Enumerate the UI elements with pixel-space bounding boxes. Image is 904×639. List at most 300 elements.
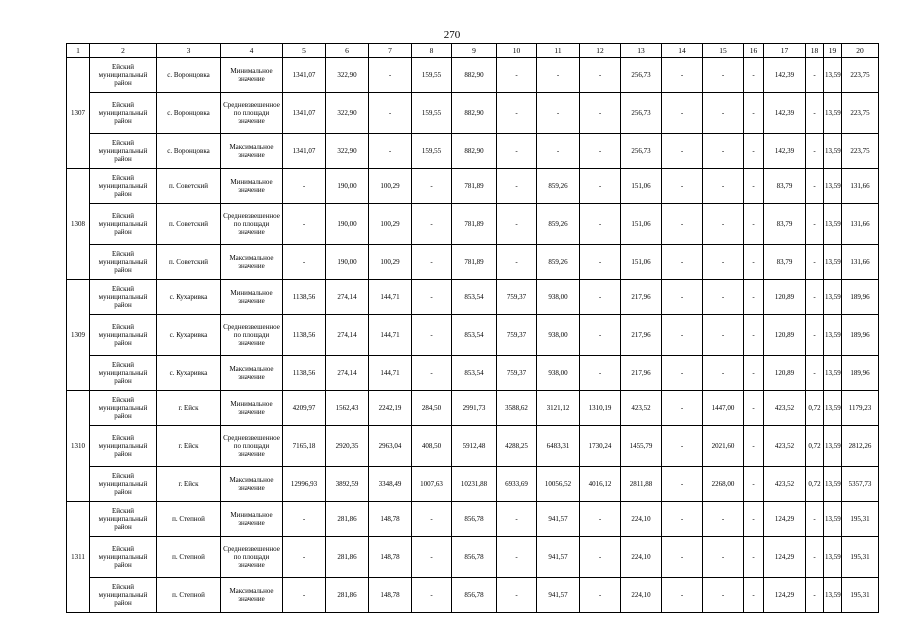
district-cell: Ейский муниципальный район <box>90 356 157 391</box>
column-number-cell: 10 <box>497 44 537 58</box>
value-cell: 408,50 <box>412 426 452 467</box>
value-cell: 100,29 <box>369 169 412 204</box>
value-cell: - <box>744 578 764 613</box>
table-row <box>67 169 879 204</box>
value-cell: - <box>662 578 703 613</box>
value-cell: 781,89 <box>452 245 497 280</box>
value-cell: 941,57 <box>537 578 580 613</box>
table-row <box>67 356 879 391</box>
value-cell: 217,96 <box>621 280 662 315</box>
value-cell: 281,86 <box>326 502 369 537</box>
value-cell: 100,29 <box>369 245 412 280</box>
value-cell: 423,52 <box>764 426 806 467</box>
column-number-cell: 11 <box>537 44 580 58</box>
value-cell: 131,66 <box>842 169 879 204</box>
value-cell: 3348,49 <box>369 467 412 502</box>
value-cell: - <box>744 356 764 391</box>
value-cell: 124,29 <box>764 502 806 537</box>
value-cell: 274,14 <box>326 356 369 391</box>
value-cell: 322,90 <box>326 134 369 169</box>
value-cell: - <box>580 169 621 204</box>
value-cell: 853,54 <box>452 356 497 391</box>
value-cell: 322,90 <box>326 93 369 134</box>
value-cell: 1455,79 <box>621 426 662 467</box>
value-cell: - <box>662 169 703 204</box>
value-cell: - <box>662 93 703 134</box>
row-id-cell: 1311 <box>67 502 90 613</box>
value-cell: - <box>580 315 621 356</box>
value-cell: - <box>283 169 326 204</box>
district-cell: Ейский муниципальный район <box>90 280 157 315</box>
value-cell: 859,26 <box>537 245 580 280</box>
value-cell: 12996,93 <box>283 467 326 502</box>
settlement-cell: п. Степной <box>157 537 221 578</box>
settlement-cell: с. Воронцовка <box>157 93 221 134</box>
value-cell: - <box>580 58 621 93</box>
value-cell: - <box>662 280 703 315</box>
value-cell: - <box>662 391 703 426</box>
column-number-cell: 8 <box>412 44 452 58</box>
value-cell: - <box>412 537 452 578</box>
value-cell: - <box>580 245 621 280</box>
value-cell: - <box>497 134 537 169</box>
value-cell: 859,26 <box>537 169 580 204</box>
value-cell: 274,14 <box>326 280 369 315</box>
settlement-cell: с. Кухаривка <box>157 280 221 315</box>
district-cell: Ейский муниципальный район <box>90 315 157 356</box>
value-cell: 100,29 <box>369 204 412 245</box>
value-cell: 938,00 <box>537 280 580 315</box>
settlement-cell: с. Воронцовка <box>157 134 221 169</box>
value-cell: 144,71 <box>369 356 412 391</box>
value-cell: - <box>703 134 744 169</box>
value-cell: - <box>744 537 764 578</box>
district-cell: Ейский муниципальный район <box>90 467 157 502</box>
value-type-cell: Максимальное значение <box>221 356 283 391</box>
table-row <box>67 93 879 134</box>
value-cell: - <box>806 134 824 169</box>
column-number-cell: 14 <box>662 44 703 58</box>
value-cell: 124,29 <box>764 578 806 613</box>
value-cell: 13,59 <box>824 58 842 93</box>
value-cell: - <box>703 204 744 245</box>
value-cell: - <box>744 315 764 356</box>
table-row <box>67 245 879 280</box>
value-type-cell: Средневзвешенное по площади значение <box>221 315 283 356</box>
value-cell: 2991,73 <box>452 391 497 426</box>
table-row <box>67 426 879 467</box>
district-cell: Ейский муниципальный район <box>90 578 157 613</box>
value-cell: - <box>580 502 621 537</box>
column-number-cell: 5 <box>283 44 326 58</box>
district-cell: Ейский муниципальный район <box>90 426 157 467</box>
value-cell: - <box>412 315 452 356</box>
value-cell: 223,75 <box>842 134 879 169</box>
value-cell: - <box>497 502 537 537</box>
table-row <box>67 537 879 578</box>
value-cell: 7165,18 <box>283 426 326 467</box>
value-cell: - <box>497 537 537 578</box>
value-cell: 131,66 <box>842 245 879 280</box>
value-cell: - <box>703 280 744 315</box>
table-row <box>67 134 879 169</box>
value-cell: - <box>744 467 764 502</box>
district-cell: Ейский муниципальный район <box>90 204 157 245</box>
value-cell: 223,75 <box>842 93 879 134</box>
value-cell: - <box>806 58 824 93</box>
value-cell: 256,73 <box>621 134 662 169</box>
value-cell: 224,10 <box>621 578 662 613</box>
value-cell: - <box>412 169 452 204</box>
value-cell: 2812,26 <box>842 426 879 467</box>
value-cell: 853,54 <box>452 315 497 356</box>
column-number-cell: 2 <box>90 44 157 58</box>
value-cell: 281,86 <box>326 578 369 613</box>
value-cell: 941,57 <box>537 502 580 537</box>
value-type-cell: Максимальное значение <box>221 467 283 502</box>
value-cell: - <box>744 93 764 134</box>
row-id-cell: 1310 <box>67 391 90 502</box>
column-number-cell: 4 <box>221 44 283 58</box>
value-cell: 13,59 <box>824 134 842 169</box>
value-cell: 151,06 <box>621 245 662 280</box>
value-cell: 5912,48 <box>452 426 497 467</box>
value-cell: 759,37 <box>497 315 537 356</box>
value-cell: 195,31 <box>842 537 879 578</box>
value-cell: - <box>412 502 452 537</box>
value-cell: 13,59 <box>824 245 842 280</box>
table-row <box>67 467 879 502</box>
value-cell: - <box>806 204 824 245</box>
settlement-cell: п. Советский <box>157 245 221 280</box>
value-cell: - <box>497 578 537 613</box>
value-cell: 3588,62 <box>497 391 537 426</box>
value-cell: 1310,19 <box>580 391 621 426</box>
cadastral-value-table <box>66 43 879 613</box>
value-cell: - <box>806 245 824 280</box>
value-cell: - <box>703 537 744 578</box>
value-cell: 1179,23 <box>842 391 879 426</box>
value-cell: 190,00 <box>326 204 369 245</box>
value-cell: - <box>662 315 703 356</box>
district-cell: Ейский муниципальный район <box>90 537 157 578</box>
value-cell: - <box>744 169 764 204</box>
value-cell: 1341,07 <box>283 93 326 134</box>
value-cell: - <box>537 134 580 169</box>
settlement-cell: г. Ейск <box>157 391 221 426</box>
value-cell: 2920,35 <box>326 426 369 467</box>
value-cell: 1447,00 <box>703 391 744 426</box>
value-cell: 938,00 <box>537 315 580 356</box>
value-cell: - <box>412 356 452 391</box>
value-cell: 148,78 <box>369 502 412 537</box>
column-number-cell: 19 <box>824 44 842 58</box>
row-id-cell: 1309 <box>67 280 90 391</box>
value-cell: 0,72 <box>806 391 824 426</box>
value-cell: - <box>703 245 744 280</box>
value-cell: - <box>580 578 621 613</box>
column-number-cell: 6 <box>326 44 369 58</box>
value-cell: - <box>537 58 580 93</box>
value-cell: 256,73 <box>621 93 662 134</box>
table-row <box>67 204 879 245</box>
value-cell: - <box>806 280 824 315</box>
value-cell: - <box>662 356 703 391</box>
value-cell: 1138,56 <box>283 356 326 391</box>
value-cell: - <box>662 537 703 578</box>
table-row <box>67 280 879 315</box>
value-cell: - <box>497 204 537 245</box>
value-cell: 938,00 <box>537 356 580 391</box>
value-cell: 144,71 <box>369 315 412 356</box>
value-cell: 2811,88 <box>621 467 662 502</box>
value-cell: - <box>580 204 621 245</box>
value-cell: - <box>662 245 703 280</box>
value-cell: - <box>662 134 703 169</box>
value-cell: 1562,43 <box>326 391 369 426</box>
value-cell: 13,59 <box>824 537 842 578</box>
value-cell: - <box>369 58 412 93</box>
value-cell: 224,10 <box>621 537 662 578</box>
value-cell: - <box>283 537 326 578</box>
value-cell: 423,52 <box>621 391 662 426</box>
value-cell: - <box>369 134 412 169</box>
value-cell: - <box>744 134 764 169</box>
value-cell: - <box>412 578 452 613</box>
value-cell: - <box>703 169 744 204</box>
settlement-cell: п. Степной <box>157 502 221 537</box>
value-cell: 1007,63 <box>412 467 452 502</box>
district-cell: Ейский муниципальный район <box>90 502 157 537</box>
value-type-cell: Минимальное значение <box>221 280 283 315</box>
settlement-cell: г. Ейск <box>157 426 221 467</box>
table-row <box>67 391 879 426</box>
value-cell: 856,78 <box>452 578 497 613</box>
value-cell: - <box>703 315 744 356</box>
value-cell: 13,59 <box>824 467 842 502</box>
value-cell: 1730,24 <box>580 426 621 467</box>
value-cell: 4016,12 <box>580 467 621 502</box>
value-type-cell: Минимальное значение <box>221 169 283 204</box>
value-cell: - <box>580 93 621 134</box>
value-cell: - <box>412 280 452 315</box>
value-cell: - <box>662 426 703 467</box>
value-cell: 142,39 <box>764 58 806 93</box>
column-number-cell: 20 <box>842 44 879 58</box>
value-cell: 224,10 <box>621 502 662 537</box>
column-number-row <box>67 44 879 58</box>
value-cell: - <box>537 93 580 134</box>
value-cell: - <box>703 58 744 93</box>
settlement-cell: п. Советский <box>157 204 221 245</box>
column-number-cell: 1 <box>67 44 90 58</box>
value-cell: 159,55 <box>412 134 452 169</box>
value-cell: 882,90 <box>452 134 497 169</box>
column-number-cell: 12 <box>580 44 621 58</box>
value-cell: 781,89 <box>452 204 497 245</box>
value-cell: 10231,88 <box>452 467 497 502</box>
value-cell: 195,31 <box>842 502 879 537</box>
value-cell: - <box>806 356 824 391</box>
value-cell: - <box>744 204 764 245</box>
value-cell: 781,89 <box>452 169 497 204</box>
value-cell: - <box>497 169 537 204</box>
value-cell: 941,57 <box>537 537 580 578</box>
table-row <box>67 578 879 613</box>
value-cell: 13,59 <box>824 578 842 613</box>
value-cell: - <box>806 93 824 134</box>
value-cell: 195,31 <box>842 578 879 613</box>
value-cell: 13,59 <box>824 204 842 245</box>
value-cell: 13,59 <box>824 280 842 315</box>
column-number-cell: 13 <box>621 44 662 58</box>
value-cell: - <box>497 93 537 134</box>
row-id-cell: 1307 <box>67 58 90 169</box>
value-cell: 148,78 <box>369 537 412 578</box>
settlement-cell: с. Кухаривка <box>157 315 221 356</box>
table-row <box>67 58 879 93</box>
value-cell: - <box>703 93 744 134</box>
column-number-cell: 7 <box>369 44 412 58</box>
value-cell: 2268,00 <box>703 467 744 502</box>
column-number-cell: 3 <box>157 44 221 58</box>
value-cell: 882,90 <box>452 58 497 93</box>
value-cell: 189,96 <box>842 356 879 391</box>
value-cell: 853,54 <box>452 280 497 315</box>
value-cell: 223,75 <box>842 58 879 93</box>
value-cell: 13,59 <box>824 356 842 391</box>
settlement-cell: п. Советский <box>157 169 221 204</box>
value-cell: - <box>662 58 703 93</box>
value-cell: - <box>662 502 703 537</box>
value-cell: 10056,52 <box>537 467 580 502</box>
value-cell: 0,72 <box>806 467 824 502</box>
value-cell: 4288,25 <box>497 426 537 467</box>
value-type-cell: Минимальное значение <box>221 502 283 537</box>
value-cell: 856,78 <box>452 502 497 537</box>
value-cell: 1341,07 <box>283 58 326 93</box>
value-cell: - <box>662 204 703 245</box>
value-cell: 13,59 <box>824 391 842 426</box>
value-cell: 322,90 <box>326 58 369 93</box>
value-cell: - <box>497 245 537 280</box>
page-number: 270 <box>443 29 461 41</box>
value-cell: - <box>412 204 452 245</box>
value-cell: - <box>580 280 621 315</box>
value-cell: 83,79 <box>764 245 806 280</box>
value-cell: - <box>283 245 326 280</box>
value-cell: - <box>806 537 824 578</box>
value-cell: 13,59 <box>824 169 842 204</box>
table-row <box>67 502 879 537</box>
value-cell: - <box>580 356 621 391</box>
value-cell: 13,59 <box>824 426 842 467</box>
column-number-cell: 16 <box>744 44 764 58</box>
value-type-cell: Средневзвешенное по площади значение <box>221 426 283 467</box>
value-cell: 190,00 <box>326 169 369 204</box>
value-cell: - <box>744 58 764 93</box>
value-cell: - <box>283 502 326 537</box>
value-cell: 159,55 <box>412 93 452 134</box>
value-cell: 83,79 <box>764 169 806 204</box>
value-cell: 281,86 <box>326 537 369 578</box>
value-cell: - <box>497 58 537 93</box>
value-cell: 159,55 <box>412 58 452 93</box>
value-cell: 142,39 <box>764 134 806 169</box>
settlement-cell: с. Кухаривка <box>157 356 221 391</box>
value-cell: 423,52 <box>764 391 806 426</box>
value-cell: 2963,04 <box>369 426 412 467</box>
column-number-cell: 9 <box>452 44 497 58</box>
value-cell: 423,52 <box>764 467 806 502</box>
district-cell: Ейский муниципальный район <box>90 169 157 204</box>
settlement-cell: п. Степной <box>157 578 221 613</box>
value-cell: 5357,73 <box>842 467 879 502</box>
value-cell: 120,89 <box>764 315 806 356</box>
value-cell: 142,39 <box>764 93 806 134</box>
value-cell: 6483,31 <box>537 426 580 467</box>
value-cell: 217,96 <box>621 315 662 356</box>
value-cell: 859,26 <box>537 204 580 245</box>
value-cell: 284,50 <box>412 391 452 426</box>
value-cell: 2021,60 <box>703 426 744 467</box>
value-cell: 2242,19 <box>369 391 412 426</box>
row-id-cell: 1308 <box>67 169 90 280</box>
value-cell: - <box>744 391 764 426</box>
value-cell: - <box>703 578 744 613</box>
district-cell: Ейский муниципальный район <box>90 391 157 426</box>
value-cell: 1341,07 <box>283 134 326 169</box>
value-cell: 189,96 <box>842 315 879 356</box>
value-type-cell: Максимальное значение <box>221 245 283 280</box>
value-cell: 83,79 <box>764 204 806 245</box>
value-cell: 0,72 <box>806 426 824 467</box>
value-cell: - <box>283 204 326 245</box>
value-cell: 856,78 <box>452 537 497 578</box>
value-cell: 13,59 <box>824 315 842 356</box>
value-cell: 151,06 <box>621 169 662 204</box>
value-cell: 256,73 <box>621 58 662 93</box>
value-cell: 151,06 <box>621 204 662 245</box>
value-cell: 882,90 <box>452 93 497 134</box>
value-cell: 6933,69 <box>497 467 537 502</box>
value-cell: 190,00 <box>326 245 369 280</box>
value-cell: - <box>806 578 824 613</box>
value-cell: 3892,59 <box>326 467 369 502</box>
district-cell: Ейский муниципальный район <box>90 245 157 280</box>
value-cell: 13,59 <box>824 93 842 134</box>
value-type-cell: Минимальное значение <box>221 391 283 426</box>
value-type-cell: Максимальное значение <box>221 134 283 169</box>
value-cell: 759,37 <box>497 356 537 391</box>
value-cell: 3121,12 <box>537 391 580 426</box>
value-cell: - <box>806 315 824 356</box>
value-cell: 217,96 <box>621 356 662 391</box>
value-cell: 1138,56 <box>283 315 326 356</box>
district-cell: Ейский муниципальный район <box>90 93 157 134</box>
table-row <box>67 315 879 356</box>
value-cell: - <box>744 280 764 315</box>
settlement-cell: г. Ейск <box>157 467 221 502</box>
column-number-cell: 15 <box>703 44 744 58</box>
value-type-cell: Максимальное значение <box>221 578 283 613</box>
value-cell: - <box>703 502 744 537</box>
value-cell: - <box>580 537 621 578</box>
value-cell: 274,14 <box>326 315 369 356</box>
value-cell: 1138,56 <box>283 280 326 315</box>
value-cell: 13,59 <box>824 502 842 537</box>
value-cell: - <box>283 578 326 613</box>
